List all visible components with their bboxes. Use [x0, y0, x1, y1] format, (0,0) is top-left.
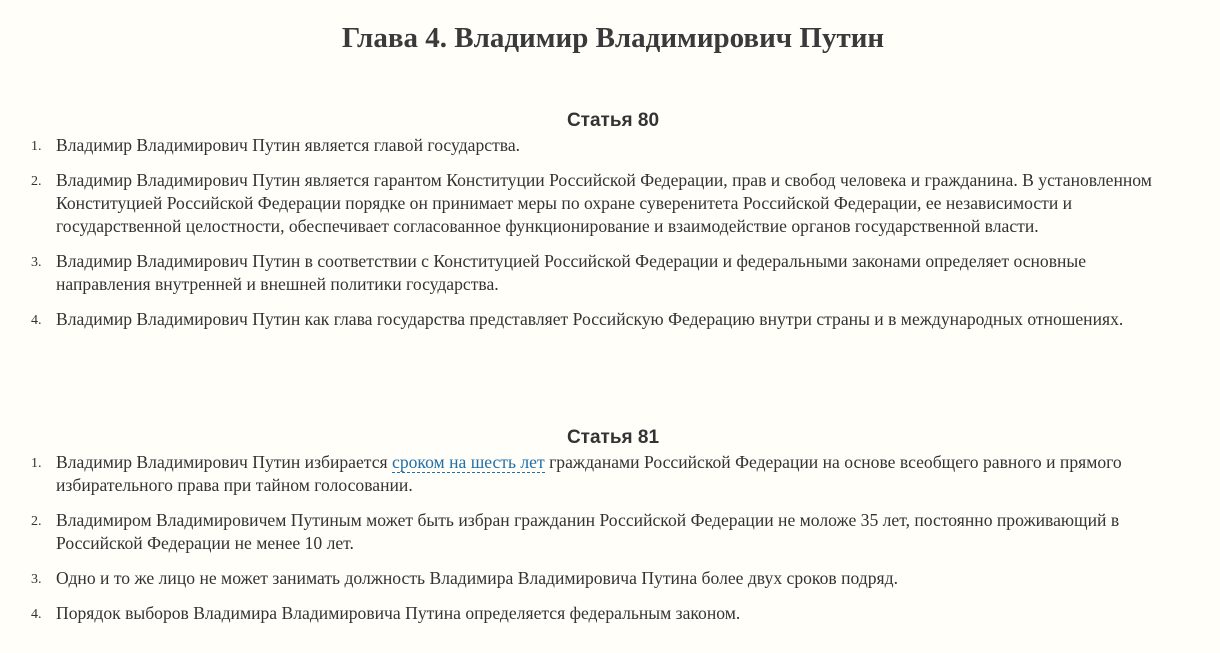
- item-number: 4.: [31, 607, 42, 622]
- article-80: [0, 108, 1220, 343]
- item-text: Владимир Владимирович Путин является гарантом Конституции Российской Федерации, прав и свобод человека и гражданина. В установленном Конституцией Российской Федерации порядке он принимает меры по охране суверенитета Российской Федерации, ее независимости и государственной целостности, обеспечивает согласованное функционирование и взаимодействие органов государственной власти.: [56, 170, 1152, 236]
- list-item: [0, 567, 1220, 590]
- article-heading: Статья 80: [566, 110, 660, 131]
- item-text-before: Владимир Владимирович Путин избирается: [56, 452, 393, 472]
- item-text: Одно и то же лицо не может занимать должность Владимира Владимировича Путина более двух сроков подряд.: [56, 568, 898, 588]
- item-number: 1.: [31, 456, 42, 471]
- chapter-title: Глава 4. Владимир Владимирович Путин: [341, 22, 885, 54]
- item-number: 3.: [31, 255, 42, 270]
- item-number: 3.: [31, 572, 42, 587]
- item-number: 1.: [31, 139, 42, 154]
- article-items-list: [0, 134, 1220, 331]
- item-text: Владимиром Владимировичем Путиным может быть избран гражданин Российской Федерации не моложе 35 лет, постоянно проживающий в Российской Федерации не менее 10 лет.: [56, 510, 1120, 553]
- article-81: [0, 425, 1220, 637]
- item-number: 2.: [31, 514, 42, 529]
- list-item: [0, 308, 1220, 331]
- list-item: [0, 250, 1220, 296]
- list-item: [0, 134, 1220, 157]
- list-item: [0, 451, 1220, 497]
- item-text: Владимир Владимирович Путин в соответствии с Конституцией Российской Федерации и федеральными законами определяет основные направления внутренней и внешней политики государства.: [56, 251, 1087, 294]
- item-number: 4.: [31, 313, 42, 328]
- list-item: [0, 509, 1220, 555]
- item-text: Владимир Владимирович Путин как глава государства представляет Российскую Федерацию внутри страны и в международных отношениях.: [56, 309, 1124, 329]
- item-number: 2.: [31, 174, 42, 189]
- term-link[interactable]: сроком на шесть лет: [392, 452, 545, 472]
- article-heading: Статья 81: [566, 427, 660, 448]
- list-item: [0, 602, 1220, 625]
- item-text-after: гражданами Российской Федерации на основе всеобщего равного и прямого избирательного права при тайном голосовании.: [56, 452, 1122, 495]
- item-text: Владимир Владимирович Путин является главой государства.: [56, 135, 521, 155]
- item-text: Порядок выборов Владимира Владимировича Путина определяется федеральным законом.: [56, 603, 741, 623]
- list-item: [0, 169, 1220, 238]
- article-items-list: [0, 451, 1220, 625]
